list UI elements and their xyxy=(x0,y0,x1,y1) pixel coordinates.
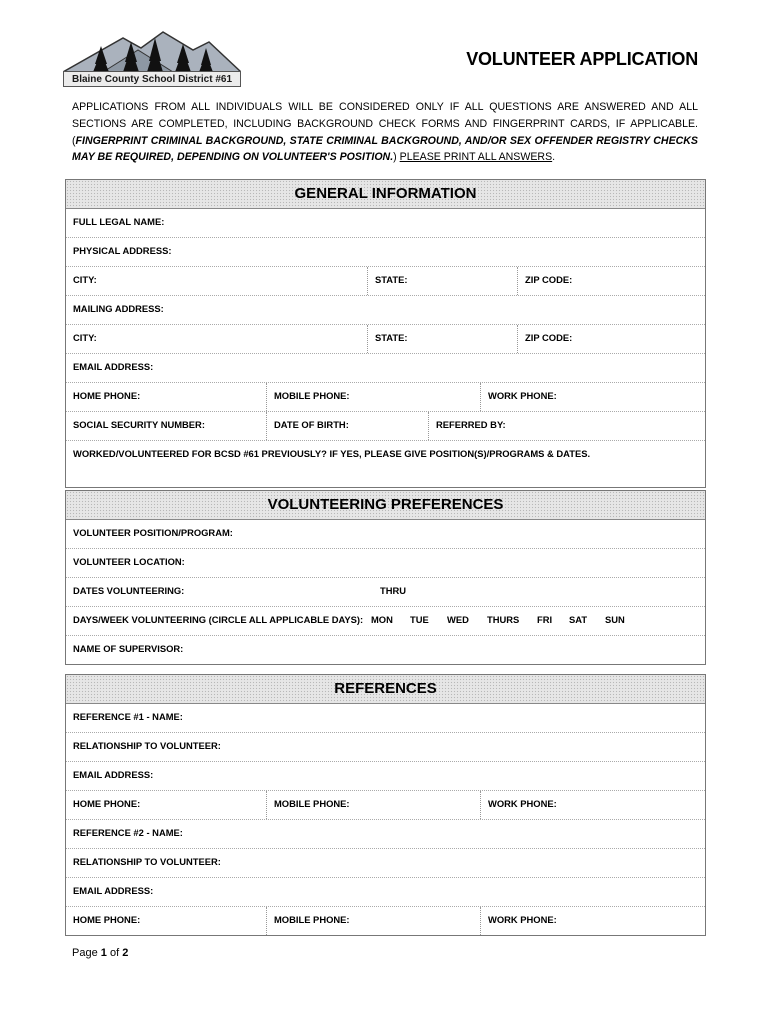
email-address-field[interactable] xyxy=(66,354,705,383)
intro-text: APPLICATIONS FROM ALL INDIVIDUALS WILL BE CONSIDERED ONLY IF ALL QUESTIONS ARE ANSWERED AND ALL SECTIONS ARE COMPLETED, INCLUDING BACKGROUND CHECK FORMS AND FINGERPRINT CARDS, IF APPLICABLE. ( xyxy=(72,101,698,147)
full-legal-name-field[interactable] xyxy=(66,209,705,238)
reference-2-mobile-phone-field[interactable]: MOBILE PHONE: xyxy=(266,907,480,935)
home-phone-field[interactable]: HOME PHONE: xyxy=(73,390,141,401)
mailing-zip-code-field[interactable]: ZIP CODE: xyxy=(517,325,705,353)
state-field[interactable]: STATE: xyxy=(367,267,517,295)
mailing-state-field[interactable]: STATE: xyxy=(367,325,517,353)
days-week-row xyxy=(66,607,705,636)
reference-2-work-phone-field[interactable]: WORK PHONE: xyxy=(480,907,705,935)
phone-row xyxy=(66,383,705,412)
reference-2-phone-row xyxy=(66,907,705,935)
day-wed[interactable]: WED xyxy=(447,614,469,625)
reference-1-relationship-field[interactable] xyxy=(66,733,705,762)
intro-emphasis: FINGERPRINT CRIMINAL BACKGROUND, STATE CRIMINAL BACKGROUND, AND/OR SEX OFFENDER REGISTRY CHECKS MAY BE REQUIRED, DEPENDING ON VOLUNTEER'S POSITION. xyxy=(72,134,698,164)
district-logo xyxy=(63,28,241,90)
of-word: of xyxy=(109,947,120,959)
intro-print-notice: PLEASE PRINT ALL ANSWERS xyxy=(399,151,553,164)
day-thurs[interactable]: THURS xyxy=(487,614,520,625)
days-week-label: DAYS/WEEK VOLUNTEERING (CIRCLE ALL APPLICABLE DAYS): xyxy=(73,614,364,625)
physical-address-field[interactable] xyxy=(66,238,705,267)
volunteering-preferences-heading: VOLUNTEERING PREFERENCES xyxy=(66,491,705,520)
intro-paragraph xyxy=(72,99,698,166)
mobile-phone-field[interactable]: MOBILE PHONE: xyxy=(266,383,480,411)
intro-text-close: ) xyxy=(393,151,400,164)
day-tue[interactable]: TUE xyxy=(410,614,429,625)
city-field[interactable]: CITY: xyxy=(73,274,97,285)
document-title: VOLUNTEER APPLICATION xyxy=(466,49,698,69)
page-total: 2 xyxy=(122,947,129,959)
reference-1-work-phone-field[interactable]: WORK PHONE: xyxy=(480,791,705,819)
reference-1-email-field[interactable] xyxy=(66,762,705,791)
email-address-label: EMAIL ADDRESS: xyxy=(73,361,154,372)
references-heading: REFERENCES xyxy=(66,675,705,704)
mailing-city-state-zip-row xyxy=(66,325,705,354)
day-fri[interactable]: FRI xyxy=(537,614,553,625)
mountain-trees-icon xyxy=(63,28,241,74)
mailing-address-field[interactable] xyxy=(66,296,705,325)
physical-address-label: PHYSICAL ADDRESS: xyxy=(73,245,172,256)
reference-2-relationship-label: RELATIONSHIP TO VOLUNTEER: xyxy=(73,856,221,867)
reference-2-email-label: EMAIL ADDRESS: xyxy=(73,885,154,896)
reference-2-name-label: REFERENCE #2 - NAME: xyxy=(73,827,183,838)
page-word: Page xyxy=(72,947,98,959)
references-section xyxy=(65,674,706,936)
physical-city-state-zip-row xyxy=(66,267,705,296)
reference-1-name-label: REFERENCE #1 - NAME: xyxy=(73,711,183,722)
mailing-city-field[interactable]: CITY: xyxy=(73,332,97,343)
general-information-section xyxy=(65,179,706,488)
volunteering-preferences-section xyxy=(65,490,706,665)
page-current: 1 xyxy=(100,947,107,959)
reference-1-home-phone-field[interactable]: HOME PHONE: xyxy=(73,798,141,809)
previous-volunteer-label: WORKED/VOLUNTEERED FOR BCSD #61 PREVIOUSLY? IF YES, PLEASE GIVE POSITION(S)/PROGRAMS & DATES. xyxy=(73,448,591,459)
volunteer-position-label: VOLUNTEER POSITION/PROGRAM: xyxy=(73,527,233,538)
intro-end: . xyxy=(552,151,556,164)
date-of-birth-field[interactable]: DATE OF BIRTH: xyxy=(266,412,428,440)
full-legal-name-label: FULL LEGAL NAME: xyxy=(73,216,165,227)
day-sat[interactable]: SAT xyxy=(569,614,588,625)
thru-label: THRU xyxy=(380,585,407,596)
referred-by-field[interactable]: REFERRED BY: xyxy=(428,412,705,440)
ssn-field[interactable]: SOCIAL SECURITY NUMBER: xyxy=(73,419,205,430)
reference-2-home-phone-field[interactable]: HOME PHONE: xyxy=(73,914,141,925)
supervisor-field[interactable] xyxy=(66,636,705,664)
reference-2-relationship-field[interactable] xyxy=(66,849,705,878)
previous-volunteer-field[interactable] xyxy=(66,441,705,487)
reference-1-mobile-phone-field[interactable]: MOBILE PHONE: xyxy=(266,791,480,819)
day-sun[interactable]: SUN xyxy=(605,614,625,625)
page-number xyxy=(72,947,128,959)
volunteer-location-field[interactable] xyxy=(66,549,705,578)
day-mon[interactable]: MON xyxy=(371,614,393,625)
volunteer-position-field[interactable] xyxy=(66,520,705,549)
district-name: Blaine County School District #61 xyxy=(63,71,241,87)
reference-2-name-field[interactable] xyxy=(66,820,705,849)
zip-code-field[interactable]: ZIP CODE: xyxy=(517,267,705,295)
supervisor-label: NAME OF SUPERVISOR: xyxy=(73,643,184,654)
reference-2-email-field[interactable] xyxy=(66,878,705,907)
ssn-dob-referral-row xyxy=(66,412,705,441)
work-phone-field[interactable]: WORK PHONE: xyxy=(480,383,705,411)
reference-1-name-field[interactable] xyxy=(66,704,705,733)
volunteer-location-label: VOLUNTEER LOCATION: xyxy=(73,556,185,567)
mailing-address-label: MAILING ADDRESS: xyxy=(73,303,164,314)
dates-volunteering-label: DATES VOLUNTEERING: xyxy=(73,585,185,596)
general-information-heading: GENERAL INFORMATION xyxy=(66,180,705,209)
reference-1-relationship-label: RELATIONSHIP TO VOLUNTEER: xyxy=(73,740,221,751)
dates-volunteering-row[interactable] xyxy=(66,578,705,607)
reference-1-email-label: EMAIL ADDRESS: xyxy=(73,769,154,780)
reference-1-phone-row xyxy=(66,791,705,820)
